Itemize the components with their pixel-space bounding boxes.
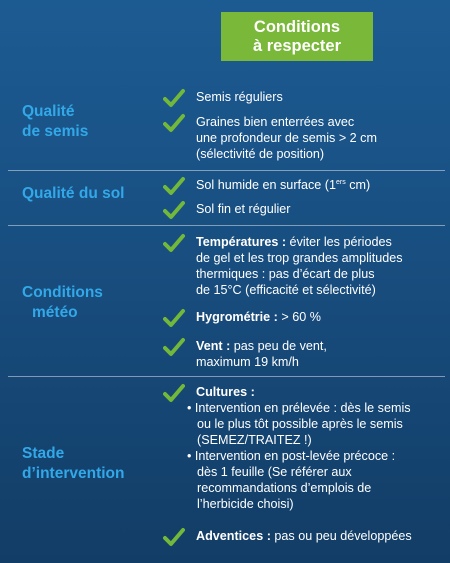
check-icon (163, 88, 185, 108)
label-line: Stade (22, 445, 65, 462)
item-text-line: (sélectivité de position) (196, 147, 325, 161)
item-text: Sol humide en surface (1 (196, 178, 337, 192)
bullet-item (187, 400, 448, 448)
item-text: pas ou peu développées (270, 529, 412, 543)
item-heading: Cultures : (196, 385, 255, 399)
item-text-line: une profondeur de semis > 2 cm (196, 131, 377, 145)
check-icon (163, 527, 185, 547)
check-icon (163, 337, 185, 357)
item-text-line: l’herbicide choisi) (197, 497, 294, 511)
label-qualite-sol (22, 184, 124, 204)
label-stade-intervention (22, 444, 124, 484)
label-line: d’intervention (22, 465, 125, 482)
label-conditions-meteo (22, 283, 103, 323)
item-text-line: Intervention en post-levée précoce : (194, 449, 396, 463)
check-icon (163, 308, 185, 328)
section-divider (8, 376, 445, 377)
item-text: cm) (345, 178, 371, 192)
item-heading: Hygrométrie : (196, 310, 278, 324)
item-text-line: Intervention en prélevée : dès le semis (194, 401, 411, 415)
item-text-line: recommandations d’emplois de (197, 481, 372, 495)
item-text-line: maximum 19 km/h (196, 355, 299, 369)
section-divider (8, 225, 445, 226)
item-text-line: de gel et les trop grandes amplitudes (196, 251, 403, 265)
item-text: Sol fin et régulier (196, 202, 291, 216)
label-line: Conditions (22, 284, 103, 301)
check-icon (163, 113, 185, 133)
header-line-1: Conditions (253, 17, 341, 36)
item-heading: Adventices : (196, 529, 271, 543)
item-text-line: de 15°C (efficacité et sélectivité) (196, 283, 376, 297)
item-text-line: ou le plus tôt possible après le semis (197, 417, 403, 431)
item-text-line: dès 1 feuille (Se référer aux (197, 465, 352, 479)
conditions-header (221, 12, 373, 61)
item-text-line: Graines bien enterrées avec (196, 115, 355, 129)
item-text: Semis réguliers (196, 90, 283, 104)
item-heading: Températures : (196, 235, 287, 249)
item-text-line: thermiques : pas d’écart de plus (196, 267, 375, 281)
label-line: Qualité du sol (22, 185, 125, 202)
label-line: Qualité (22, 103, 75, 120)
label-qualite-semis (22, 102, 88, 142)
check-icon (163, 233, 185, 253)
label-line: météo (32, 304, 78, 321)
check-icon (163, 383, 185, 403)
check-icon (163, 176, 185, 196)
header-line-2: à respecter (252, 36, 342, 55)
section-divider (8, 170, 445, 171)
item-text: éviter les périodes (286, 235, 392, 249)
item-text: > 60 % (277, 310, 321, 324)
item-heading: Vent : (196, 339, 231, 353)
item-text: pas peu de vent, (230, 339, 327, 353)
superscript: ers (336, 178, 346, 186)
bullet-item (187, 448, 448, 512)
label-line: de semis (22, 123, 89, 140)
item-text-line: (SEMEZ/TRAITEZ !) (197, 433, 312, 447)
check-icon (163, 200, 185, 220)
